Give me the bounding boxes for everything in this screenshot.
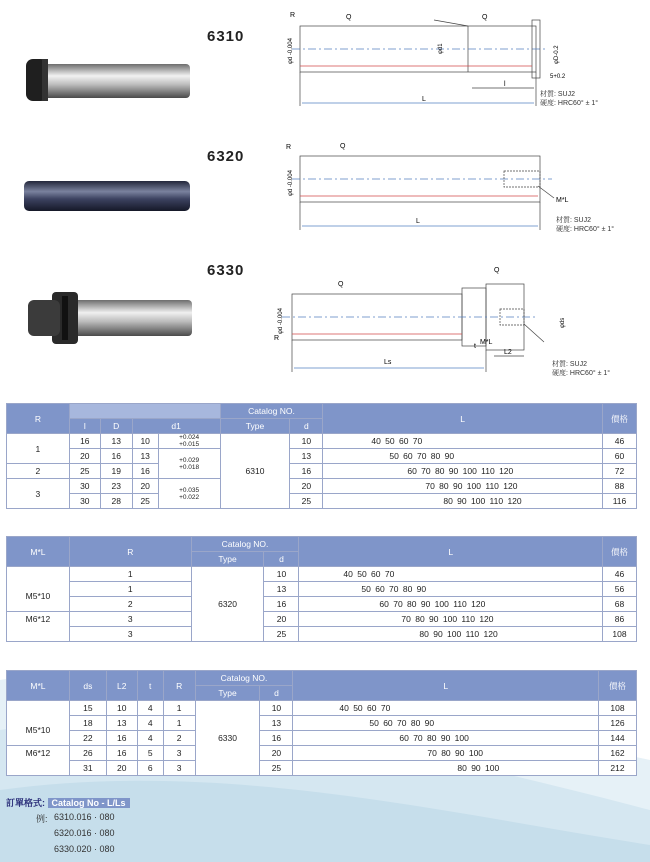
header-catalog: Catalog NO.	[191, 537, 299, 552]
table-row: M6*12 3 20 70 80 90 100 110 120 86	[7, 612, 637, 627]
svg-text:5+0.2: 5+0.2	[550, 74, 566, 80]
svg-text:M*L: M*L	[556, 197, 569, 204]
svg-text:Ls: Ls	[384, 359, 392, 366]
table-row: 2 16 60 70 80 90 100 110 120 68	[7, 597, 637, 612]
order-example: 6310.016 · 080	[54, 812, 115, 822]
svg-text:Q: Q	[346, 14, 352, 21]
tolerance: +0.024 +0.015	[158, 434, 220, 449]
table-row: 30 28 25 25 80 90 100 110 120 116	[7, 494, 637, 509]
table-row: 3 25 80 90 100 110 120 108	[7, 627, 637, 642]
svg-text:φd -0.004: φd -0.004	[288, 38, 294, 64]
table-row: 20 16 13 +0.029 +0.018 13 50 60 70 80 90 60	[7, 449, 637, 464]
header-l-range: L	[323, 404, 603, 434]
svg-text:φds: φds	[560, 317, 566, 328]
header-d1: d1	[132, 419, 220, 434]
header-catalog: Catalog NO.	[195, 671, 293, 686]
order-format-code: Catalog No - L/Ls	[48, 798, 130, 808]
pin-6330-photo	[22, 290, 196, 346]
header-D: D	[100, 419, 132, 434]
svg-text:Q: Q	[338, 281, 344, 288]
tolerance: +0.029 +0.018	[158, 449, 220, 479]
r-group: 3	[7, 479, 70, 509]
table-row: M6*12 26 16 5 3 20 70 80 90 100 162	[7, 746, 637, 761]
ml-group: M6*12	[7, 612, 70, 642]
table-row: 18 13 4 1 13 50 60 70 80 90 126	[7, 716, 637, 731]
spec-table-6320	[6, 536, 637, 642]
svg-text:Q: Q	[494, 267, 500, 274]
header-price: 價格	[599, 671, 637, 701]
pin-6320-photo	[22, 178, 194, 214]
svg-text:Q: Q	[482, 14, 488, 21]
header-ds: ds	[69, 671, 106, 701]
header-l-range: L	[293, 671, 599, 701]
header-type: Type	[220, 419, 290, 434]
spec-table-6310	[6, 403, 637, 509]
material-6310: 材質: SUJ2 硬度: HRC60° ± 1°	[540, 91, 599, 107]
header-d: d	[260, 686, 293, 701]
order-example-label: 例:	[36, 814, 48, 824]
header-l-range: L	[299, 537, 603, 567]
header-d: d	[264, 552, 299, 567]
svg-text:φD-0.2: φD-0.2	[554, 45, 560, 64]
svg-text:R: R	[290, 12, 296, 19]
r-group: 2	[7, 464, 70, 479]
type-cell: 6320	[191, 567, 264, 642]
table-row: 2 25 19 16 16 60 70 80 90 100 110 120 72	[7, 464, 637, 479]
header-r: R	[163, 671, 195, 701]
svg-text:t: t	[474, 343, 476, 350]
svg-text:φd -0.004: φd -0.004	[278, 308, 284, 334]
table-row: M5*10 15 10 4 1 6330 10 40 50 60 70 108	[7, 701, 637, 716]
header-price: 價格	[603, 537, 637, 567]
svg-text:L: L	[422, 96, 426, 103]
drawing-6310	[282, 8, 582, 108]
svg-text:R: R	[274, 335, 280, 342]
material-6330: 材質: SUJ2 硬度: HRC60° ± 1°	[552, 361, 611, 377]
table-row: 31 20 6 3 25 80 90 100 212	[7, 761, 637, 776]
header-t: t	[137, 671, 163, 701]
material-6320: 材質: SUJ2 硬度: HRC60° ± 1°	[556, 217, 615, 233]
header-price: 價格	[602, 404, 636, 434]
header-type: Type	[195, 686, 260, 701]
header-d: d	[290, 419, 323, 434]
svg-text:L2: L2	[504, 349, 512, 356]
order-example: 6330.020 · 080	[54, 844, 115, 854]
model-number-6330: 6330	[207, 262, 245, 279]
table-row: 22 16 4 2 16 60 70 80 90 100 144	[7, 731, 637, 746]
order-format: 訂單格式: Catalog No - L/Ls	[6, 796, 130, 809]
header-l2: L2	[106, 671, 137, 701]
header-r: R	[7, 404, 70, 434]
table-row: 3 30 23 20 +0.035 +0.022 20 70 80 90 100 110 120 88	[7, 479, 637, 494]
type-cell: 6330	[195, 701, 260, 776]
type-cell: 6310	[220, 434, 290, 509]
svg-text:R: R	[286, 144, 292, 151]
table-row: 1 13 50 60 70 80 90 56	[7, 582, 637, 597]
model-number-6320: 6320	[207, 148, 245, 165]
header-ml: M*L	[7, 537, 70, 567]
drawing-6330	[268, 262, 588, 380]
svg-text:φd1: φd1	[438, 43, 444, 54]
header-type: Type	[191, 552, 264, 567]
header-ml: M*L	[7, 671, 70, 701]
svg-text:Q: Q	[340, 143, 346, 150]
table-row: 1 16 13 10 +0.024 +0.015 6310 10 40 50 60 70 46	[7, 434, 637, 449]
svg-text:φd -0.004: φd -0.004	[288, 170, 294, 196]
header-catalog: Catalog NO.	[220, 404, 323, 419]
pin-6310-photo	[24, 55, 196, 105]
table-row: M5*10 1 6320 10 40 50 60 70 46	[7, 567, 637, 582]
header-r: R	[69, 537, 191, 567]
svg-text:L: L	[416, 218, 420, 225]
model-number-6310: 6310	[207, 28, 245, 45]
spec-table-6330	[6, 670, 637, 776]
svg-text:l: l	[504, 81, 506, 88]
header-l: l	[69, 419, 100, 434]
ml-group: M5*10	[7, 567, 70, 612]
tolerance: +0.035 +0.022	[158, 479, 220, 509]
ml-group: M6*12	[7, 746, 70, 776]
svg-text:M*L: M*L	[480, 339, 493, 346]
order-example: 6320.016 · 080	[54, 828, 115, 838]
r-group: 1	[7, 434, 70, 464]
ml-group: M5*10	[7, 701, 70, 746]
drawing-6320	[282, 138, 582, 238]
